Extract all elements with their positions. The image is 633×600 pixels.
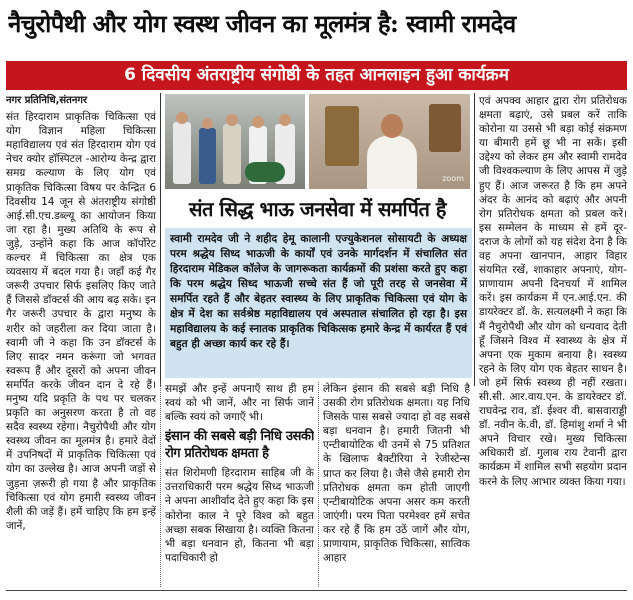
column-2-bottom-text: संत शिरोमणी हिरदाराम साहिब जी के उत्तराधिकारी परम श्रद्धेय सिध्द भाऊजी ने अपना आशीर्वाद देते हुए कहा कि इस कोरोना काल ने पूरे विश्व को बहुत अच्छा सबक सिखाया है। व्यक्ति कितना भी बड़ा धनवान हो, कितना भी बड़ा पदाधिकारी हो	[165, 467, 314, 564]
column-divider	[160, 382, 162, 587]
zoom-label: zoom	[442, 174, 464, 183]
column-1-text: संत हिरदाराम प्राकृतिक चिकित्सा एवं योग विज्ञान महिला चिकित्सा महाविद्यालय एवं संत हिरदाराम योग एवं नेचर क्योर हॉस्पिटल -आरोग्य केन्द्र द्वारा समग्र कल्याण के लिए योग एवं प्राकृतिक चिकित्सा विषय पर केन्द्रित 6 दिवसीय 14 जून से अंतराष्ट्रीय संगोष्ठी आई.सी.एच.डब्ल्यू का आयोजन किया जा रहा है। मुख्य अतिथि के रूप से जुड़े, उन्होंने कहा कि आज कॉर्पोरेट कल्चर में चिकित्सा का क्षेत्र एक व्यवसाय में बदल गया है। जहाँ कई गैर जरूरी उपचार सिर्फ इसलिए किए जाते हैं जिससे डॉक्टर्स की आय बढ़ सके। इन गैर जरूरी उपचार के द्वारा मनुष्य के शरीर को जहरीला कर दिया जाता है। स्वामी जी ने कहा कि उन डॉक्टर्स के लिए सादर नमन करूंगा जो भगवत स्वरूप हैं और दूसरों को अपना जीवन समर्पित करके जीवन दान दे रहे हैं। मनुष्य यदि प्रकृति के पथ पर चलकर प्रकृति का अनुसरण करता है तो वह सदैव स्वस्थ्य रहेगा। नैचुरोपैथी और योग स्वस्थ्य जीवन का मूलमंत्र है। हमारे वेदों में उपनिषदों में प्राकृतिक चिकित्सा एवं योग का उल्लेख है। आज अपनी जड़ों से जुड़ना ज़रूरी हो गया है और प्राकृतिक चिकित्सा एवं योग हमारी स्वस्थ्य जीवन शैली की जड़ें हैं। हमें चाहिए कि हम इन्हें जानें,	[6, 111, 156, 532]
article-photos	[165, 94, 470, 189]
subheading: इंसान की सबसे बड़ी निधि उसकी रोग प्रतिरोधक क्षमता है	[165, 429, 314, 462]
column-3-text: लेकिन इंसान की सबसे बड़ी निधि है उसकी रोग प्रतिरोधक क्षमता। यह निधि जिसके पास सबसे ज्यादा हो वह सबसे बड़ा धनवान है। हमारी जितनी भी एन्टीबायोटिक थी उनमें से 75 प्रतिशत के खिलाफ बैक्टीरिया ने रेजीस्टेन्स प्राप्त कर लिया है। जैसे जैसे हमारी रोग प्रतिरोधक क्षमता कम होती जाएगी एन्टीबायोटिक अपना असर कम करती जाएंगी। परम पिता परमेश्वर हमें सचेत कर रहे हैं कि हम उठें जागें और योग, प्राणायाम, प्राकृतिक चिकित्सा, सात्विक आहार	[323, 383, 470, 565]
box-heading: संत सिद्ध भाऊ जनसेवा में समर्पित है	[188, 197, 447, 221]
article-column-1	[6, 94, 156, 588]
column-divider	[474, 93, 475, 386]
bottom-rule	[6, 590, 627, 591]
article-column-4	[479, 94, 627, 588]
headline: नैचुरोपैथी और योग स्वस्थ जीवन का मूलमंत्र है: स्वामी रामदेव	[8, 9, 516, 38]
event-photo	[165, 94, 305, 189]
subheadline-banner: 6 दिवसीय अंतराष्ट्रीय संगोष्ठी के तहत आनलाइन हुआ कार्यक्रम	[6, 61, 627, 90]
dateline: नगर प्रतिनिधि,संतनगर	[6, 95, 88, 106]
article-column-3	[323, 382, 470, 588]
video-call-photo	[309, 94, 470, 189]
article-column-2	[165, 382, 314, 588]
highlight-box	[165, 228, 472, 378]
highlight-box-text: स्वामी रामदेव जी ने शहीद हेमू कालानी एज्युकेशनल सोसायटी के अध्यक्ष परम श्रद्धेय सिध्द भाऊजी के कार्यों एवं उनके मार्गदर्शन में संचालित संत हिरदाराम मेडिकल कॉलेज के जागरूकता कार्यक्रमों की प्रशंसा करते हुए कहा कि परम श्रद्धेय सिध्द भाऊजी सच्चे संत हैं जो पूरी तरह से जनसेवा में समर्पित रहते हैं और बेहतर स्वास्थ्य के लिए प्राकृतिक चिकित्सा एवं योग के क्षेत्र में देश का सर्वश्रेष्ठ महाविद्यालय एवं अस्पताल संचालित हो रहा है। इस महाविद्यालय के कई स्नातक प्राकृतिक चिकित्सक हमारे केन्द्र में कार्यरत हैं एवं बहुत ही अच्छा कार्य कर रहे हैं।	[170, 233, 467, 350]
column-divider	[318, 382, 320, 587]
column-4-text: एवं अपक्व आहार द्वारा रोग प्रतिरोधक क्षमता बढ़ाएं, उसे प्रबल करें ताकि कोरोना या उससे भी बड़ा कोई संक्रमण या बीमारी हमें छू भी ना सकें। इसी उद्देश्य को लेकर हम और स्वामी रामदेव जी विश्वकल्याण के लिए आपस में जुड़े हुए हैं। आज जरूरत है कि हम अपने अंदर के आनंद को बढ़ाएं और अपनी रोग प्रतिरोधक क्षमता को प्रबल करें। इस सम्मेलन के माध्यम से हमें दूर-दराज के लोगों को यह संदेश देना है कि वह अपना खानपान, आहार विहार संयमित रखें, शाकाहार अपनाएं, योग-प्राणायाम अपनी दिनचर्या में शामिल करें। इस कार्यक्रम में एन.आई.एन. की डायरेक्टर डॉ. के. सत्यलक्ष्मी ने कहा कि मैं नैचुरोपैथी और योग को धन्यवाद देती हूँ जिसने विश्व में स्वास्थ्य के क्षेत्र में अपना एक मुकाम बनाया है। स्वस्थ्य रहने के लिए योग एक बेहतर साधन है। जो हमें सिर्फ स्वस्थ्य ही नहीं रखता। सी.सी. आर.वाय.एन. के डायरेक्टर डॉ. राघवेन्द्र राव, डॉ. ईश्वर वी. बासवाराड्डी डॉ. नवीन के.वी, डॉ. हिमांशु शर्मा ने भी अपने विचार रखे। मुख्य चिकित्सा अधिकारी डॉ. गुलाब राय टेवानी द्वारा कार्यक्रम में शामिल सभी सहयोग प्रदान करने के लिए आभार व्यक्त किया गया।	[479, 95, 627, 488]
column-2-top-text: समझें और इन्हें अपनाएँ साथ ही हम स्वयं को भी जानें, और ना सिर्फ जानें बल्कि स्वयं को जगाएँ भी।	[165, 383, 314, 424]
column-divider	[160, 93, 161, 386]
